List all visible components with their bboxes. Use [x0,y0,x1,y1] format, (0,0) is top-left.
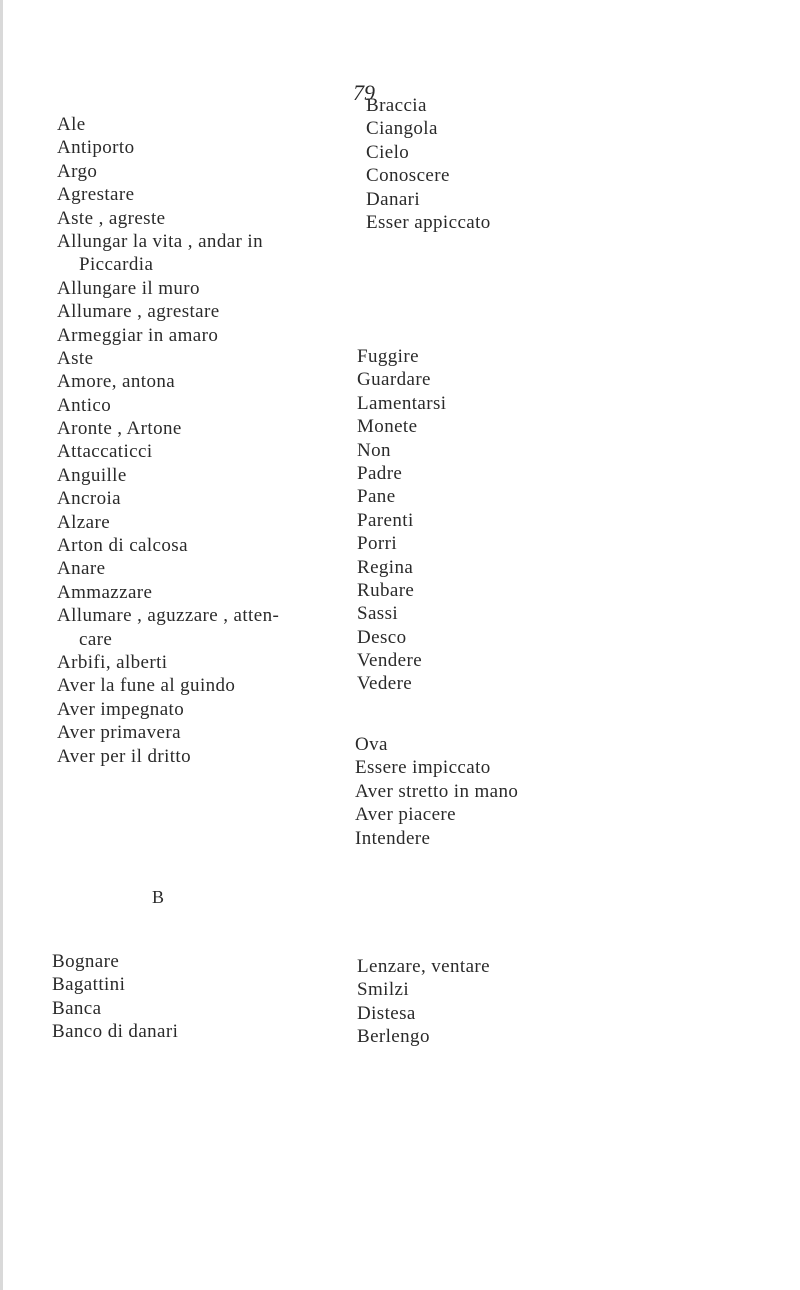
list-item: Ova [355,734,388,755]
list-item: Rubare [357,579,415,601]
list-item: Vedere [357,673,413,695]
list-item: Arton di calcosa [57,535,188,557]
list-item: Esser appiccato [366,211,491,233]
section-heading: B [152,887,165,907]
list-item: Aver piacere [355,804,456,826]
list-item: Intendere [355,827,431,849]
page-edge [0,0,3,1290]
list-item: Allumare , aguzzare , atten- [57,605,280,627]
list-item: Banco di danari [52,1021,179,1043]
list-item: Regina [357,556,414,578]
list-item: Attaccaticci [57,441,153,463]
list-item: Conoscere [366,165,450,187]
list-item: Lenzare, ventare [357,956,490,977]
list-item: Aver per il dritto [57,745,192,767]
list-item: Antico [57,394,112,416]
list-item: Padre [357,462,403,484]
list-item: Ammazzare [57,581,153,603]
list-item: Braccia [366,95,427,116]
list-item: Desco [357,626,407,648]
list-item: Porri [357,533,397,555]
list-item: Parenti [357,509,414,531]
list-item: Antiporto [57,137,135,159]
list-item: Aver impegnato [57,698,185,720]
list-item: Distesa [357,1002,416,1024]
list-item: Vendere [357,650,423,672]
list-item: Aste , agreste [57,207,166,229]
list-item: Allungare il muro [57,277,200,299]
list-item: Aver la fune al guindo [57,675,236,697]
list-item: Alzare [57,511,111,533]
list-item: Non [357,439,391,461]
list-item: Ciangola [366,118,438,140]
list-item: Allumare , agrestare [57,301,220,323]
list-item: Smilzi [357,979,410,1001]
list-item: Agrestare [57,184,135,206]
list-item: Armeggiar in amaro [57,324,219,346]
list-item: Pane [357,486,396,508]
list-item: Cielo [366,141,410,163]
list-item: Lamentarsi [357,392,447,414]
list-item: Bagattini [52,974,126,996]
list-item: Bognare [52,951,120,972]
list-item: care [79,628,113,650]
list-item: Ale [57,114,86,135]
list-item: Fuggire [357,346,419,367]
page-number: 79 [353,80,375,105]
left-column-a [57,113,279,768]
list-item: Anare [57,558,106,580]
list-item: Banca [52,997,102,1019]
list-item: Allungar la vita , andar in [57,230,264,252]
list-item: Aver primavera [57,722,181,744]
list-item: Sassi [357,603,399,625]
list-item: Arbifi, alberti [57,651,168,673]
list-item: Amore, antona [57,371,176,393]
right-column-b [357,955,490,1049]
left-column-b [52,950,178,1044]
list-item: Berlengo [357,1026,430,1048]
list-item: Anguille [57,464,127,486]
list-item: Danari [366,188,421,210]
right-column-mid [357,345,446,696]
list-item: Aronte , Artone [57,418,182,440]
list-item: Aste [57,347,94,369]
list-item: Ancroia [57,488,121,510]
list-item: Piccardia [79,254,154,276]
list-item: Essere impiccato [355,757,491,779]
right-column-top [366,94,491,234]
list-item: Aver stretto in mano [355,780,519,802]
list-item: Monete [357,416,418,438]
list-item: Argo [57,160,98,182]
right-column-low [355,733,518,850]
list-item: Guardare [357,369,431,391]
